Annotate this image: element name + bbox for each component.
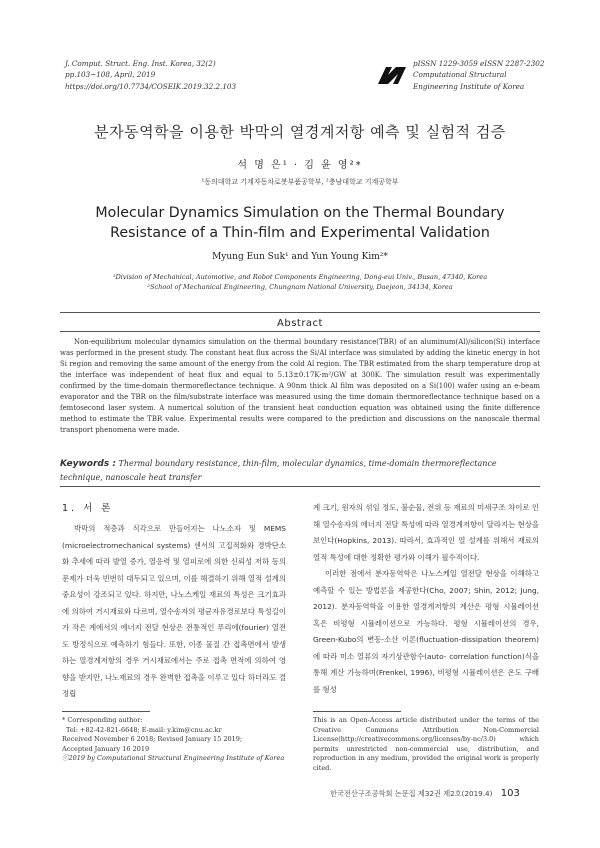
body-paragraph: 계 크기, 원자의 섞임 정도, 불순물, 전위 등 재료의 미세구조 차이로 인해 열수송자의 에너지 전달 특성에 따라 열경계저항이 달라지는 현상을 보인다(Hopkins, 2013). 따라서, 효과적인 열 설계를 위해서 재료의 열적 특성에 대한 정확한 평가와 이해가 필수적이다.	[313, 503, 539, 562]
body-paragraph: 이러한 점에서 분자동역학은 나노스케일 열전달 현상을 이해하고 예측할 수 있는 방법론을 제공한다(Cho, 2007; Shin, 2012; Jung, 2012). 분자동역학을 이용한 열경계저항의 계산은 평형 시뮬레이션 혹은 비평형 시뮬레이션으로 가능하다. 평형 시뮬레이션의 경우, Green-Kubo의 변동-소산 이론(fluctuation-dissipation theorem)에 따라 미소 열류의 자기상관함수(auto- correlation function)식을 통해 계산 가능하며(Frenkel, 1996), 비평형 시뮬레이션은 온도 구배를 형성	[313, 569, 539, 694]
footnote-rule-left	[62, 711, 150, 712]
issn: pISSN 1229-3059 eISSN 2287-2302	[413, 59, 545, 68]
abstract-heading-rule	[60, 331, 540, 332]
copyright: ⓒ2019 by Computational Structural Engineering Institute of Korea	[62, 754, 285, 763]
license-note: This is an Open-Access article distributed under the terms of the Creative Commons Attribution Non-Commercial License(http://creativecommons.org/licenses/by-nc/3.0) which permits unrestricted non-commercial use, distribution, and reproduction in any medium, provided the original work is properly cited.	[313, 716, 539, 772]
affiliation-english	[0, 273, 600, 292]
citation-doi[interactable]: https://doi.org/10.7734/COSEIK.2019.32.2.103	[65, 81, 237, 91]
received-date: Received November 6 2018; Revised January 15 2019;	[62, 735, 243, 744]
body-column-left	[62, 521, 286, 703]
citation-pages: pp.103~108, April, 2019	[65, 70, 156, 80]
page-footer	[330, 788, 520, 799]
keywords-text: Thermal boundary resistance, thin-film, molecular dynamics, time-domain thermoreflectance technique, nanoscale heat transfer	[60, 459, 497, 482]
body-column-right	[313, 500, 539, 698]
title-english-line1: Molecular Dynamics Simulation on the Thermal Boundary	[95, 205, 505, 221]
accepted-date: Accepted January 16 2019	[62, 744, 150, 753]
footer-journal: 한국전산구조공학회 논문집 제32권 제2호(2019.4)	[330, 789, 493, 798]
society-name-line2: Engineering Institute of Korea	[413, 81, 525, 91]
footnote-rule-right	[313, 711, 401, 712]
body-paragraph: 박막의 적층과 식각으로 만들어지는 나노소자 및 MEMS (microelectromechanical systems) 센서의 고집적화와 경박단소화 추세에 따라 발열 증가, 열응력 및 열피로에 의한 신뢰성 저하 등의 문제가 더욱 빈번히 대두되고 있으며, 이를 해결하기 위해 열적 설계의 중요성이 강조되고 있다. 하지만, 나노스케일 재료의 특성은 크기효과에 의하여 거시재료와 다르며, 열수송자의 평균자유경로보다 특성길이가 작은 계에서의 에너지 전달 현상은 전통적인 푸리에(fourier) 열전도 방정식으로 예측하기 힘들다. 또한, 이종 물질 간 접촉면에서 발생하는 열경계저항의 경우 거시재료에서는 주로 접촉 면적에 의하여 영향을 받지만, 나노재료의 경우 완벽한 접촉을 이루고 있다 하더라도 결정립	[62, 524, 286, 698]
abstract-text: Non-equilibrium molecular dynamics simulation on the thermal boundary resistance(TBR) of an aluminum(Al)/silicon(Si) interface was performed in the present study. The constant heat flux across the Si/Al interface was simulated by adding the kinetic energy in hot Si region and removing the same amount of the energy from the cold Al region. The TBR estimated from the sharp temperature drop at the interface was independent of heat flux and equal to 5.13±0.17K·m²/GW at 300K. The simulation result was experimentally confirmed by the time-domain thermoreflectance technique. A 90nm thick Al film was deposited on a Si(100) wafer using an e-beam evaporator and the TBR on the film/substrate interface was measured using the time domain thermoreflectance technique based on a femtosecond laser system. A numerical solution of the transient heat conduction equation was obtained using the finite difference method to estimate the TBR value. Experimental results were compared to the prediction and discussions on the nanoscale thermal transport phenomena were made.	[60, 338, 540, 435]
authors-english: Myung Eun Suk¹ and Yun Young Kim²*	[212, 252, 388, 262]
authors-korean: 석 명 은¹ · 김 윤 영²*	[237, 160, 363, 171]
contact-info[interactable]: Tel: +82-42-821-6648; E-mail: y.kim@cnu.ac.kr	[66, 725, 222, 734]
affiliation-english-2: ²School of Mechanical Engineering, Chungnam National University, Daejeon, 34134, Korea	[147, 282, 453, 291]
keywords: Keywords : Thermal boundary resistance, thin-film, molecular dynamics, time-domain thermoreflectance technique, nanoscale heat transfer	[60, 459, 497, 482]
abstract-top-rule	[60, 312, 540, 313]
section-heading-introduction: 1. 서 론	[62, 503, 114, 514]
society-name-line1: Computational Structural	[413, 70, 507, 80]
issn-block	[413, 58, 544, 92]
title-english-line2: Resistance of a Thin-film and Experimental Validation	[110, 225, 490, 241]
citation-journal: J. Comput. Struct. Eng. Inst. Korea, 32(2)	[65, 59, 216, 68]
page-number: 103	[500, 788, 520, 799]
journal-citation	[65, 58, 236, 92]
keywords-bottom-rule	[60, 486, 540, 487]
footnote-left	[62, 716, 284, 764]
publisher-logo-icon	[376, 64, 408, 86]
abstract-heading: Abstract	[277, 318, 323, 329]
corresponding-author: * Corresponding author:	[62, 716, 143, 724]
title-korean: 분자동역학을 이용한 박막의 열경계저항 예측 및 실험적 검증	[94, 123, 506, 141]
affiliation-english-1: ¹Division of Mechanical, Automotive, and Robot Components Engineering, Dong-eui Univ., Busan, 47340, Korea	[112, 273, 488, 281]
affiliation-korean: ¹동의대학교 기계자동차로봇부품공학부, ²충남대학교 기계공학부	[201, 178, 399, 186]
keywords-label: Keywords	[60, 459, 110, 469]
title-english	[40, 203, 560, 243]
